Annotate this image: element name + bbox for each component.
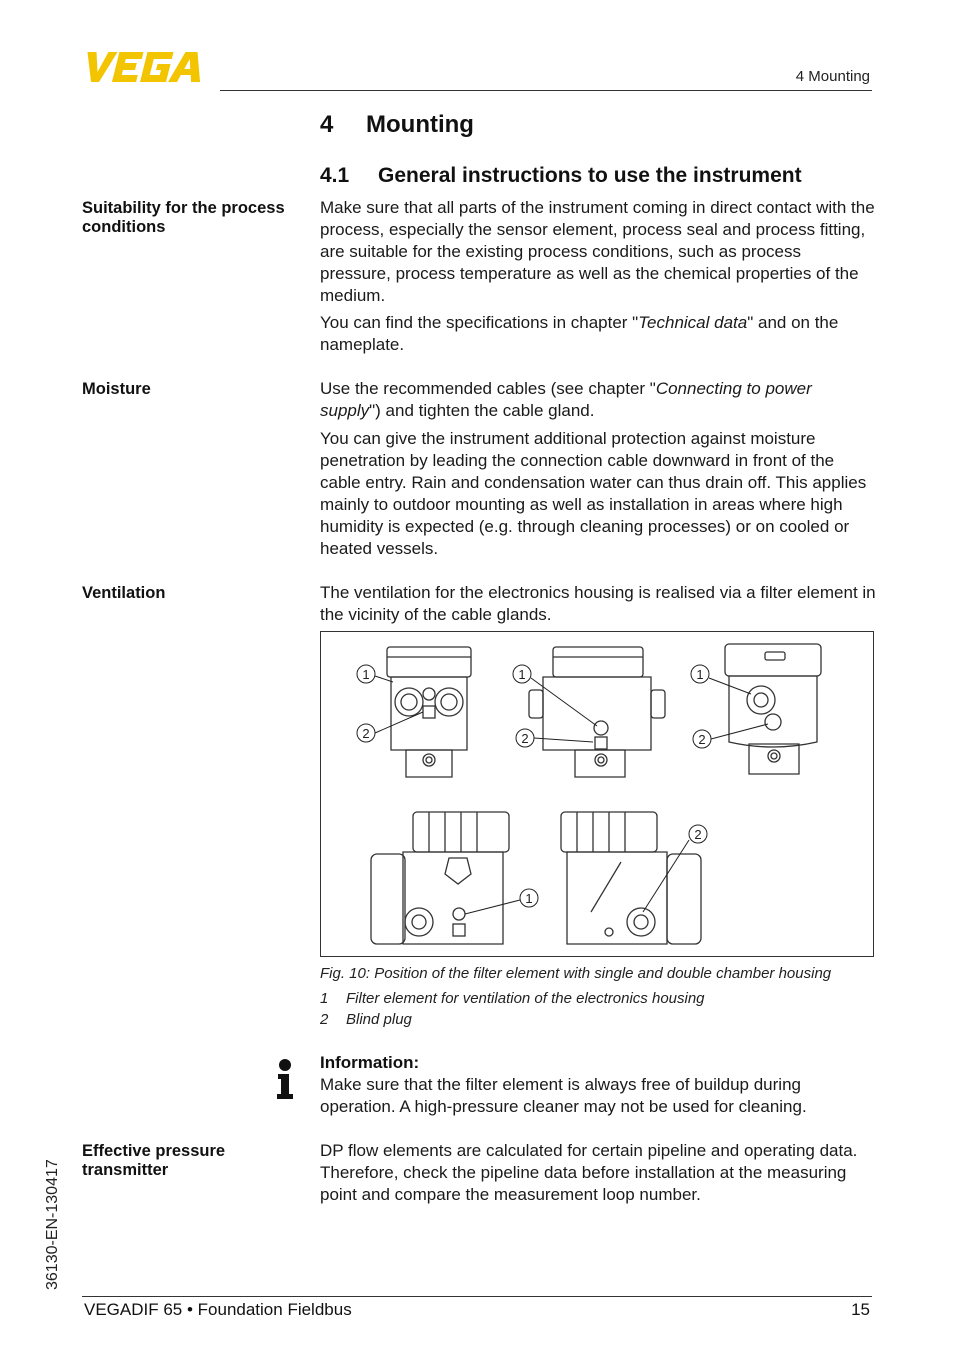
suitability-paragraph-1: Make sure that all parts of the instrument coming in direct contact with the process, especially the sensor element, process seal and process fitting, are suitable for the existing process conditions, such as process pressure, process temperature as well as the chemical properties of the medium. xyxy=(320,198,875,305)
section-heading xyxy=(320,164,802,188)
callout-2: 2 xyxy=(362,726,370,741)
callout-1: 1 xyxy=(525,891,533,906)
info-title: Information: xyxy=(320,1053,420,1072)
vega-logo xyxy=(80,50,212,84)
callout-1: 1 xyxy=(518,667,526,682)
header-divider xyxy=(220,90,872,91)
chapter-number: 4 xyxy=(320,111,334,138)
section-number: 4.1 xyxy=(320,164,350,187)
ventilation-label: Ventilation xyxy=(82,584,166,602)
ventilation-paragraph: The ventilation for the electronics housing is realised via a filter element in the vicinity of the cable glands. xyxy=(320,583,876,624)
callout-2: 2 xyxy=(694,827,702,842)
moisture-label: Moisture xyxy=(82,380,151,398)
housing-single-front-2 xyxy=(529,647,665,777)
effective-paragraph: DP flow elements are calculated for certain pipeline and operating data. Therefore, check the pipeline data before installation at the measuring point and compare the measurement loop number. xyxy=(320,1141,858,1204)
housing-double-side-1 xyxy=(371,812,509,944)
legend-item: 1 Filter element for ventilation of the electronics housing xyxy=(320,990,705,1007)
callout-1: 1 xyxy=(696,667,704,682)
footer-divider xyxy=(82,1296,872,1297)
chapter-heading xyxy=(320,111,474,139)
document-code: 36130-EN-130417 xyxy=(44,1159,61,1290)
housing-drawings xyxy=(321,632,873,956)
moisture-paragraph-2: You can give the instrument additional protection against moisture penetration by leading the connection cable downward in front of the cable entry. Rain and condensation water can thus drain off. This applies mainly to outdoor mounting as well as installation in areas where high humidity is expected (e.g. through cleaning processes) or on cooled or heated vessels. xyxy=(320,429,867,558)
legend-item: 2 Blind plug xyxy=(320,1011,412,1028)
housing-single-front-1 xyxy=(387,647,471,777)
callout-2: 2 xyxy=(521,731,529,746)
info-text: Make sure that the filter element is always free of buildup during operation. A high-pressure cleaner may not be used for cleaning. xyxy=(320,1075,807,1116)
figure-caption: Fig. 10: Position of the filter element with single and double chamber housing xyxy=(320,965,832,982)
callout-2: 2 xyxy=(698,732,706,747)
suitability-paragraph-2: You can find the specifications in chapter "Technical data" and on the nameplate. xyxy=(320,313,839,354)
effective-label: Effective pressure transmitter xyxy=(82,1142,226,1179)
chapter-title: Mounting xyxy=(366,111,474,138)
info-icon xyxy=(274,1058,296,1100)
suitability-label: Suitability for the process conditions xyxy=(82,199,285,236)
page-number: 15 xyxy=(851,1300,870,1319)
housing-double-side-2 xyxy=(561,812,701,944)
callout-1: 1 xyxy=(362,667,370,682)
section-title: General instructions to use the instrument xyxy=(378,164,802,187)
figure-housings xyxy=(320,631,874,957)
moisture-paragraph-1: Use the recommended cables (see chapter "Connecting to power supply") and tighten the cable gland. xyxy=(320,379,812,420)
housing-single-front-3 xyxy=(725,644,821,774)
header-section-title: 4 Mounting xyxy=(795,68,870,85)
footer-product: VEGADIF 65 • Foundation Fieldbus xyxy=(84,1300,352,1319)
